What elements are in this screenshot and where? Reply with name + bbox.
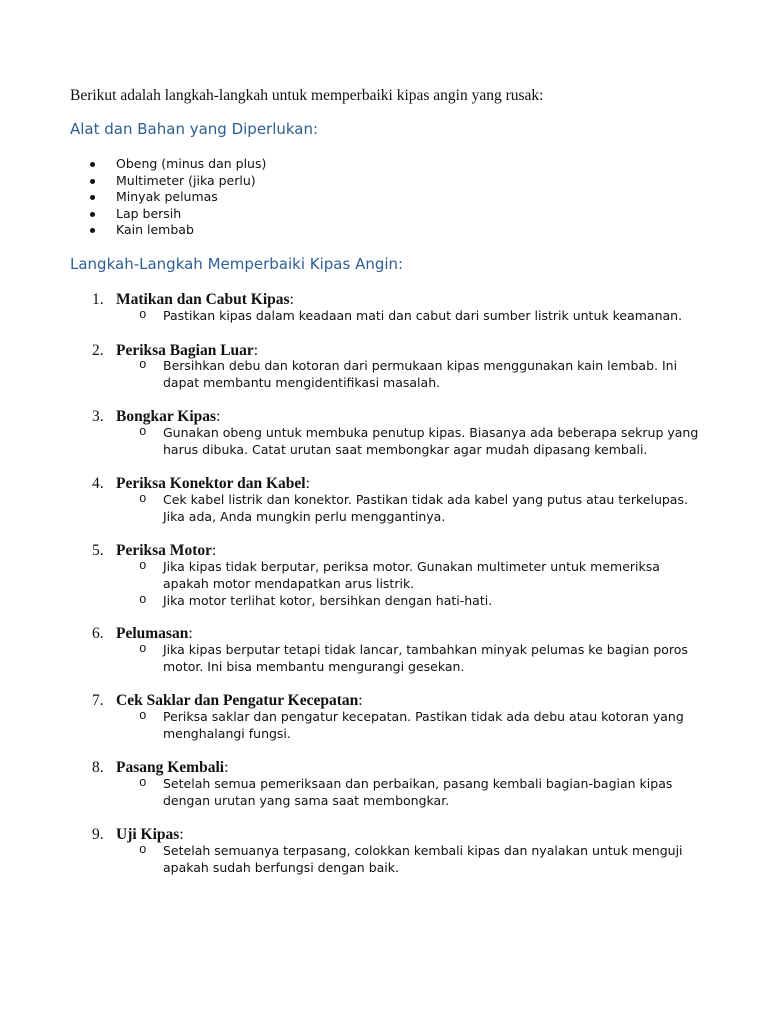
step-detail-text: Jika motor terlihat kotor, bersihkan dengan hati-hati. [163, 593, 493, 608]
step-detail-text: Jika kipas berputar tetapi tidak lancar, tambahkan minyak pelumas ke bagian poros motor. Ini bisa membantu mengurangi gesekan. [163, 642, 688, 674]
step-title-text: Pasang Kembali [116, 759, 225, 776]
bullet-icon [90, 179, 95, 184]
tool-label: Lap bersih [116, 205, 182, 221]
sub-bullet-icon: o [139, 308, 147, 322]
tools-heading: Alat dan Bahan yang Diperlukan: [70, 120, 319, 138]
step-number: 3. [92, 408, 104, 425]
tool-label: Minyak pelumas [116, 189, 218, 205]
step-number: 1. [92, 291, 104, 308]
step-detail-text: Periksa saklar dan pengatur kecepatan. Pastikan tidak ada debu atau kotoran yang menghalangi fungsi. [163, 709, 684, 741]
steps-heading: Langkah-Langkah Memperbaiki Kipas Angin: [70, 255, 404, 273]
list-item [90, 206, 266, 223]
step-colon: : [179, 826, 184, 843]
tools-list [90, 156, 266, 239]
step-colon: : [211, 542, 217, 559]
step-colon: : [188, 625, 193, 642]
sub-bullet-icon: o [139, 559, 147, 573]
step-number: 6. [92, 625, 104, 642]
tool-label: Kain lembab [116, 222, 194, 238]
bullet-icon [90, 162, 95, 167]
list-item [90, 156, 266, 173]
step-number: 4. [92, 475, 104, 492]
sub-bullet-icon: o [139, 593, 147, 607]
step-title [92, 542, 216, 560]
tool-label: Obeng (minus dan plus) [116, 156, 267, 171]
step-title [92, 291, 294, 309]
step-number: 8. [92, 759, 104, 776]
sub-bullet-icon: o [139, 843, 147, 857]
step-detail-text: Pastikan kipas dalam keadaan mati dan cabut dari sumber listrik untuk keamanan. [163, 308, 683, 323]
bullet-icon [90, 212, 95, 217]
sub-bullet-icon: o [139, 642, 147, 656]
step-title [92, 692, 363, 710]
step-colon: : [358, 692, 363, 709]
step-title-text: Bongkar Kipas [116, 408, 217, 425]
step-colon: : [216, 408, 221, 425]
step-number: 7. [92, 692, 104, 709]
bullet-icon [90, 195, 95, 200]
step-title [92, 408, 220, 426]
step-detail-text: Bersihkan debu dan kotoran dari permukaan kipas menggunakan kain lembab. Ini dapat membantu mengidentifikasi masalah. [163, 358, 678, 390]
sub-bullet-icon: o [139, 425, 147, 439]
step-colon: : [289, 291, 294, 308]
tool-label: Multimeter (jika perlu) [116, 172, 256, 188]
step-title-text: Cek Saklar dan Pengatur Kecepatan [116, 692, 359, 709]
list-item [90, 222, 266, 239]
step-colon: : [305, 475, 310, 492]
sub-bullet-icon: o [139, 492, 147, 506]
sub-bullet-icon: o [139, 709, 147, 723]
list-item [90, 189, 266, 206]
step-title [92, 826, 184, 844]
step-title-text: Periksa Konektor dan Kabel [116, 475, 306, 492]
step-number: 9. [92, 826, 104, 843]
step-title-text: Matikan dan Cabut Kipas [116, 291, 290, 308]
step-colon: : [224, 759, 229, 776]
step-title [92, 759, 228, 777]
intro-paragraph: Berikut adalah langkah-langkah untuk memperbaiki kipas angin yang rusak: [70, 87, 544, 104]
step-detail-text: Cek kabel listrik dan konektor. Pastikan tidak ada kabel yang putus atau terkelupas. Jika ada, Anda mungkin perlu menggantinya. [163, 492, 688, 524]
step-detail-text: Setelah semua pemeriksaan dan perbaikan, pasang kembali bagian-bagian kipas dengan urutan yang sama saat membongkar. [163, 776, 673, 808]
step-detail-text: Jika kipas tidak berputar, periksa motor. Gunakan multimeter untuk memeriksa apakah motor mendapatkan arus listrik. [163, 559, 660, 591]
step-title-text: Pelumasan [116, 625, 189, 642]
step-title-text: Periksa Bagian Luar [116, 342, 254, 359]
step-colon: : [253, 342, 259, 359]
step-detail-text: Setelah semuanya terpasang, colokkan kembali kipas dan nyalakan untuk menguji apakah sudah berfungsi dengan baik. [163, 843, 683, 875]
bullet-icon [90, 228, 95, 233]
sub-bullet-icon: o [139, 776, 147, 790]
step-number: 2. [92, 342, 104, 359]
step-title [92, 625, 193, 643]
step-number: 5. [92, 542, 104, 559]
step-detail-text: Gunakan obeng untuk membuka penutup kipas. Biasanya ada beberapa sekrup yang harus dibuka. Catat urutan saat membongkar agar mudah dipasang kembali. [163, 425, 699, 457]
sub-bullet-icon: o [139, 358, 147, 372]
step-title-text: Periksa Motor [116, 542, 212, 559]
list-item [90, 173, 266, 190]
step-title-text: Uji Kipas [116, 826, 180, 843]
step-title [92, 475, 310, 493]
